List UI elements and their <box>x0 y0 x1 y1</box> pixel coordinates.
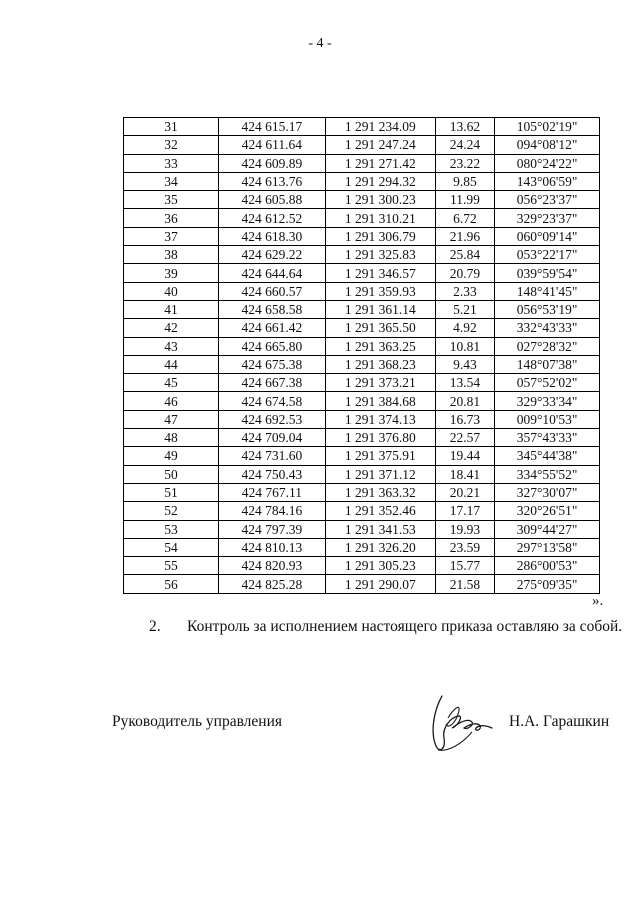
y-coordinate-cell: 1 291 247.24 <box>325 136 435 154</box>
x-coordinate-cell: 424 709.04 <box>218 429 325 447</box>
bearing-cell: 060°09'14" <box>495 227 600 245</box>
point-number-cell: 53 <box>124 520 219 538</box>
table-row <box>124 502 600 520</box>
table-row <box>124 136 600 154</box>
x-coordinate-cell: 424 731.60 <box>218 447 325 465</box>
point-number-cell: 36 <box>124 209 219 227</box>
point-number-cell: 37 <box>124 227 219 245</box>
bearing-cell: 056°23'37" <box>495 191 600 209</box>
distance-cell: 13.54 <box>435 374 494 392</box>
point-number-cell: 49 <box>124 447 219 465</box>
bearing-cell: 286°00'53" <box>495 557 600 575</box>
point-number-cell: 40 <box>124 282 219 300</box>
y-coordinate-cell: 1 291 359.93 <box>325 282 435 300</box>
bearing-cell: 080°24'22" <box>495 154 600 172</box>
bearing-cell: 275°09'35" <box>495 575 600 593</box>
distance-cell: 17.17 <box>435 502 494 520</box>
distance-cell: 19.44 <box>435 447 494 465</box>
table-row <box>124 300 600 318</box>
distance-cell: 23.22 <box>435 154 494 172</box>
x-coordinate-cell: 424 784.16 <box>218 502 325 520</box>
closing-quote: ». <box>592 593 604 609</box>
x-coordinate-cell: 424 750.43 <box>218 465 325 483</box>
y-coordinate-cell: 1 291 361.14 <box>325 300 435 318</box>
point-number-cell: 33 <box>124 154 219 172</box>
point-number-cell: 32 <box>124 136 219 154</box>
point-number-cell: 38 <box>124 246 219 264</box>
x-coordinate-cell: 424 810.13 <box>218 538 325 556</box>
bearing-cell: 334°55'52" <box>495 465 600 483</box>
distance-cell: 20.79 <box>435 264 494 282</box>
bearing-cell: 039°59'54" <box>495 264 600 282</box>
bearing-cell: 329°23'37" <box>495 209 600 227</box>
x-coordinate-cell: 424 820.93 <box>218 557 325 575</box>
bearing-cell: 148°41'45" <box>495 282 600 300</box>
y-coordinate-cell: 1 291 305.23 <box>325 557 435 575</box>
y-coordinate-cell: 1 291 375.91 <box>325 447 435 465</box>
y-coordinate-cell: 1 291 306.79 <box>325 227 435 245</box>
table-row <box>124 355 600 373</box>
x-coordinate-cell: 424 658.58 <box>218 300 325 318</box>
x-coordinate-cell: 424 667.38 <box>218 374 325 392</box>
table-row <box>124 227 600 245</box>
bearing-cell: 332°43'33" <box>495 319 600 337</box>
bearing-cell: 009°10'53" <box>495 410 600 428</box>
x-coordinate-cell: 424 613.76 <box>218 172 325 190</box>
y-coordinate-cell: 1 291 374.13 <box>325 410 435 428</box>
distance-cell: 22.57 <box>435 429 494 447</box>
distance-cell: 21.58 <box>435 575 494 593</box>
table-row <box>124 264 600 282</box>
point-number-cell: 46 <box>124 392 219 410</box>
bearing-cell: 345°44'38" <box>495 447 600 465</box>
distance-cell: 2.33 <box>435 282 494 300</box>
point-number-cell: 35 <box>124 191 219 209</box>
x-coordinate-cell: 424 692.53 <box>218 410 325 428</box>
distance-cell: 11.99 <box>435 191 494 209</box>
x-coordinate-cell: 424 612.52 <box>218 209 325 227</box>
y-coordinate-cell: 1 291 363.25 <box>325 337 435 355</box>
x-coordinate-cell: 424 611.64 <box>218 136 325 154</box>
bearing-cell: 320°26'51" <box>495 502 600 520</box>
point-number-cell: 44 <box>124 355 219 373</box>
x-coordinate-cell: 424 675.38 <box>218 355 325 373</box>
bearing-cell: 357°43'33" <box>495 429 600 447</box>
bearing-cell: 143°06'59" <box>495 172 600 190</box>
bearing-cell: 297°13'58" <box>495 538 600 556</box>
signatory-title: Руководитель управления <box>112 713 283 730</box>
table-row <box>124 246 600 264</box>
point-number-cell: 47 <box>124 410 219 428</box>
table-row <box>124 520 600 538</box>
distance-cell: 25.84 <box>435 246 494 264</box>
coordinates-table-body <box>124 118 600 594</box>
clause-text: Контроль за исполнением настоящего приказа оставляю за собой. <box>187 618 623 635</box>
y-coordinate-cell: 1 291 368.23 <box>325 355 435 373</box>
y-coordinate-cell: 1 291 371.12 <box>325 465 435 483</box>
x-coordinate-cell: 424 618.30 <box>218 227 325 245</box>
bearing-cell: 329°33'34" <box>495 392 600 410</box>
table-row <box>124 319 600 337</box>
x-coordinate-cell: 424 629.22 <box>218 246 325 264</box>
point-number-cell: 52 <box>124 502 219 520</box>
y-coordinate-cell: 1 291 363.32 <box>325 483 435 501</box>
distance-cell: 13.62 <box>435 118 494 136</box>
distance-cell: 5.21 <box>435 300 494 318</box>
point-number-cell: 55 <box>124 557 219 575</box>
table-row <box>124 374 600 392</box>
bearing-cell: 148°07'38" <box>495 355 600 373</box>
point-number-cell: 42 <box>124 319 219 337</box>
distance-cell: 4.92 <box>435 319 494 337</box>
y-coordinate-cell: 1 291 310.21 <box>325 209 435 227</box>
table-row <box>124 557 600 575</box>
bearing-cell: 027°28'32" <box>495 337 600 355</box>
table-row <box>124 575 600 593</box>
point-number-cell: 48 <box>124 429 219 447</box>
point-number-cell: 54 <box>124 538 219 556</box>
distance-cell: 20.21 <box>435 483 494 501</box>
y-coordinate-cell: 1 291 300.23 <box>325 191 435 209</box>
point-number-cell: 39 <box>124 264 219 282</box>
y-coordinate-cell: 1 291 373.21 <box>325 374 435 392</box>
distance-cell: 19.93 <box>435 520 494 538</box>
table-row <box>124 410 600 428</box>
y-coordinate-cell: 1 291 290.07 <box>325 575 435 593</box>
point-number-cell: 43 <box>124 337 219 355</box>
y-coordinate-cell: 1 291 271.42 <box>325 154 435 172</box>
y-coordinate-cell: 1 291 384.68 <box>325 392 435 410</box>
x-coordinate-cell: 424 674.58 <box>218 392 325 410</box>
x-coordinate-cell: 424 797.39 <box>218 520 325 538</box>
clause-number: 2. <box>149 618 161 635</box>
handwritten-signature <box>428 688 498 760</box>
distance-cell: 18.41 <box>435 465 494 483</box>
y-coordinate-cell: 1 291 352.46 <box>325 502 435 520</box>
coordinates-table <box>123 117 600 594</box>
distance-cell: 20.81 <box>435 392 494 410</box>
point-number-cell: 51 <box>124 483 219 501</box>
distance-cell: 10.81 <box>435 337 494 355</box>
distance-cell: 23.59 <box>435 538 494 556</box>
table-row <box>124 191 600 209</box>
distance-cell: 16.73 <box>435 410 494 428</box>
bearing-cell: 327°30'07" <box>495 483 600 501</box>
bearing-cell: 056°53'19" <box>495 300 600 318</box>
x-coordinate-cell: 424 767.11 <box>218 483 325 501</box>
y-coordinate-cell: 1 291 294.32 <box>325 172 435 190</box>
x-coordinate-cell: 424 660.57 <box>218 282 325 300</box>
clause-2 <box>149 618 622 636</box>
point-number-cell: 56 <box>124 575 219 593</box>
x-coordinate-cell: 424 665.80 <box>218 337 325 355</box>
distance-cell: 9.43 <box>435 355 494 373</box>
bearing-cell: 094°08'12" <box>495 136 600 154</box>
table-row <box>124 282 600 300</box>
table-row <box>124 118 600 136</box>
y-coordinate-cell: 1 291 365.50 <box>325 319 435 337</box>
x-coordinate-cell: 424 605.88 <box>218 191 325 209</box>
distance-cell: 24.24 <box>435 136 494 154</box>
y-coordinate-cell: 1 291 234.09 <box>325 118 435 136</box>
bearing-cell: 057°52'02" <box>495 374 600 392</box>
x-coordinate-cell: 424 615.17 <box>218 118 325 136</box>
signatory-name: Н.А. Гарашкин <box>509 713 610 730</box>
table-row <box>124 483 600 501</box>
table-row <box>124 392 600 410</box>
table-row <box>124 337 600 355</box>
y-coordinate-cell: 1 291 346.57 <box>325 264 435 282</box>
page-number: - 4 - <box>308 36 332 51</box>
point-number-cell: 45 <box>124 374 219 392</box>
distance-cell: 9.85 <box>435 172 494 190</box>
y-coordinate-cell: 1 291 326.20 <box>325 538 435 556</box>
table-row <box>124 209 600 227</box>
x-coordinate-cell: 424 825.28 <box>218 575 325 593</box>
bearing-cell: 053°22'17" <box>495 246 600 264</box>
y-coordinate-cell: 1 291 325.83 <box>325 246 435 264</box>
table-row <box>124 447 600 465</box>
bearing-cell: 309°44'27" <box>495 520 600 538</box>
distance-cell: 6.72 <box>435 209 494 227</box>
x-coordinate-cell: 424 644.64 <box>218 264 325 282</box>
distance-cell: 15.77 <box>435 557 494 575</box>
point-number-cell: 50 <box>124 465 219 483</box>
table-row <box>124 465 600 483</box>
point-number-cell: 31 <box>124 118 219 136</box>
table-row <box>124 172 600 190</box>
y-coordinate-cell: 1 291 341.53 <box>325 520 435 538</box>
y-coordinate-cell: 1 291 376.80 <box>325 429 435 447</box>
x-coordinate-cell: 424 661.42 <box>218 319 325 337</box>
point-number-cell: 41 <box>124 300 219 318</box>
x-coordinate-cell: 424 609.89 <box>218 154 325 172</box>
table-row <box>124 154 600 172</box>
table-row <box>124 538 600 556</box>
table-row <box>124 429 600 447</box>
distance-cell: 21.96 <box>435 227 494 245</box>
bearing-cell: 105°02'19" <box>495 118 600 136</box>
point-number-cell: 34 <box>124 172 219 190</box>
